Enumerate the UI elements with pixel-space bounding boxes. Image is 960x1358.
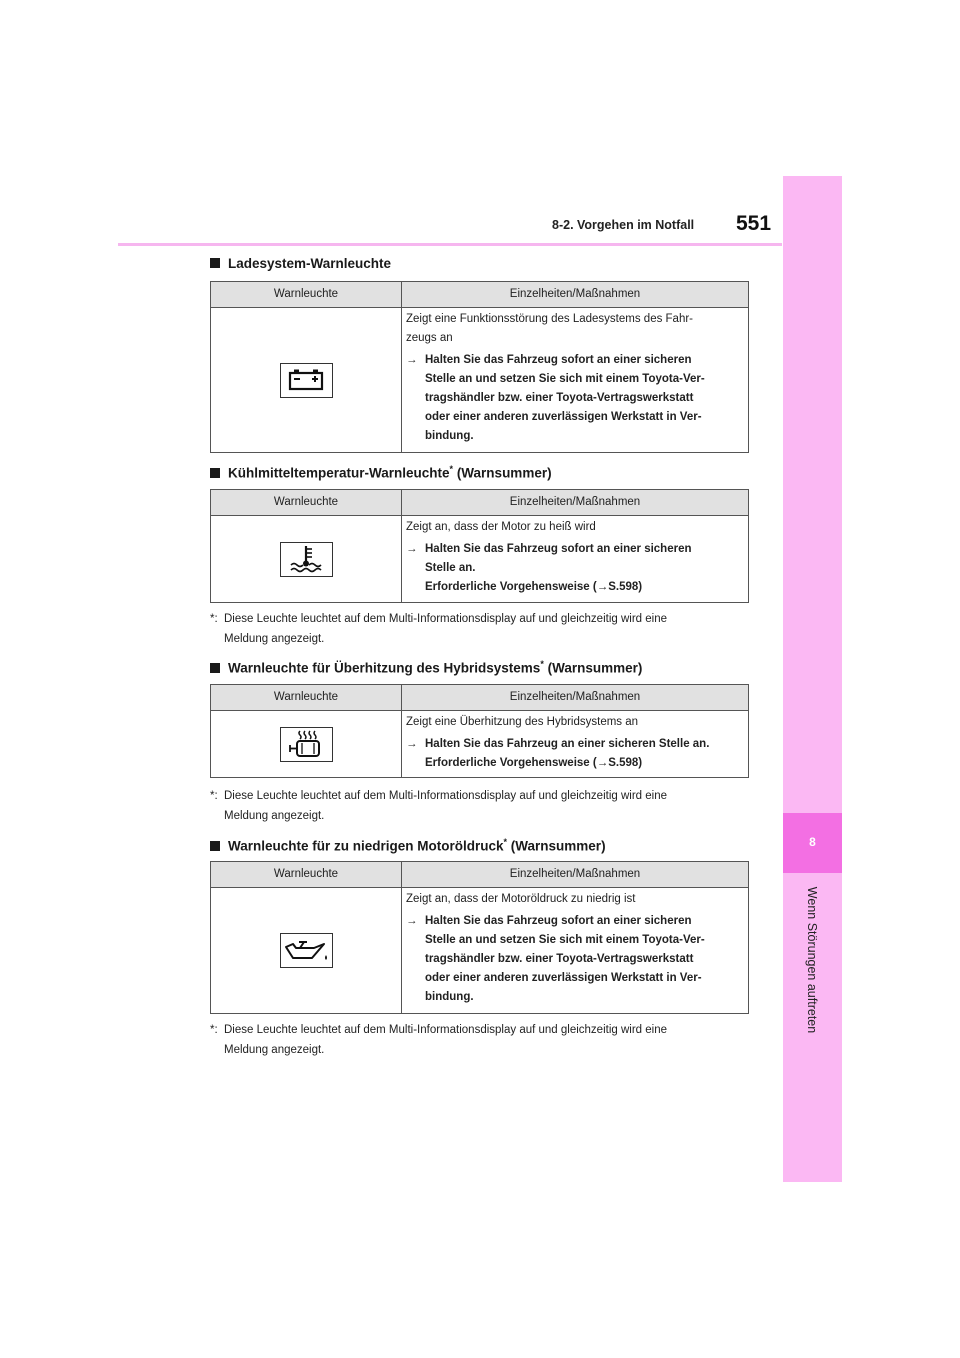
warning-table-oil-pressure: [210, 861, 749, 1014]
description-line: Zeigt eine Überhitzung des Hybridsystems an: [406, 716, 639, 728]
column-header-warnleuchte: Warnleuchte: [211, 490, 402, 515]
action-instruction: → Halten Sie das Fahrzeug sofort an einer sicheren Stelle an und setzen Sie sich mit einem Toyota-Ver- tragshändler bzw. einer Toyota-Vertragswerkstatt oder einer anderen zuverlässigen Werkstatt in Ver- bindung.: [406, 351, 740, 446]
header-divider: [118, 243, 782, 246]
description-line: zeugs an: [406, 332, 453, 344]
chapter-title: Wenn Störungen auftreten: [805, 886, 819, 1034]
table-header: [211, 282, 748, 308]
footnote: *: Diese Leuchte leuchtet auf dem Multi-Informationsdisplay auf und gleichzeitig wird eine Meldung angezeigt.: [210, 1020, 750, 1060]
footnote-marker: *:: [210, 790, 218, 802]
details-cell: [402, 308, 748, 452]
section-heading-charging: Ladesystem-Warnleuchte: [210, 256, 391, 271]
column-header-details: Einzelheiten/Maßnahmen: [509, 868, 641, 880]
arrow-icon: →: [406, 543, 418, 555]
footnote: *: Diese Leuchte leuchtet auf dem Multi-Informationsdisplay auf und gleichzeitig wird eine Meldung angezeigt.: [210, 609, 750, 649]
column-header-details: Einzelheiten/Maßnahmen: [509, 691, 641, 703]
warning-table-charging: [210, 281, 749, 453]
footnote-marker: *:: [210, 613, 218, 625]
coolant-temperature-icon: [280, 542, 333, 577]
hybrid-overheat-icon: [280, 727, 333, 762]
section-heading-hybrid-overheat: Warnleuchte für Überhitzung des Hybridsystems* (Warnsummer): [210, 659, 642, 676]
action-instruction: → Halten Sie das Fahrzeug an einer sicheren Stelle an. Erforderliche Vorgehensweise (→S.598): [406, 735, 740, 773]
table-header: [211, 685, 748, 711]
battery-icon: [280, 363, 333, 398]
warning-light-cell: [211, 711, 402, 777]
bullet-square-icon: [210, 258, 220, 268]
warning-light-cell: [211, 888, 402, 1013]
section-label: 8-2. Vorgehen im Notfall: [552, 218, 695, 232]
table-row: [211, 308, 748, 452]
table-row: [211, 888, 748, 1013]
description-line: Zeigt an, dass der Motor zu heiß wird: [406, 521, 596, 533]
table-row: [211, 711, 748, 777]
footnote-marker: *:: [210, 1024, 218, 1036]
description-line: Zeigt eine Funktionsstörung des Ladesystems des Fahr-: [406, 313, 694, 325]
column-header-details: Einzelheiten/Maßnahmen: [509, 496, 641, 508]
details-cell: [402, 711, 748, 777]
column-header-details: Einzelheiten/Maßnahmen: [509, 288, 641, 300]
footnote: *: Diese Leuchte leuchtet auf dem Multi-Informationsdisplay auf und gleichzeitig wird eine Meldung angezeigt.: [210, 786, 750, 826]
details-cell: [402, 516, 748, 602]
bullet-square-icon: [210, 841, 220, 851]
table-header: [211, 490, 748, 516]
column-header-warnleuchte: Warnleuchte: [211, 685, 402, 710]
page-number: 551: [736, 212, 772, 235]
details-cell: [402, 888, 748, 1013]
bullet-square-icon: [210, 468, 220, 478]
oil-pressure-icon: [280, 933, 333, 968]
table-header: [211, 862, 748, 888]
arrow-icon: →: [406, 738, 418, 750]
warning-table-coolant: [210, 489, 749, 603]
column-header-warnleuchte: Warnleuchte: [211, 282, 402, 307]
warning-table-hybrid-overheat: [210, 684, 749, 778]
description-line: Zeigt an, dass der Motoröldruck zu niedrig ist: [406, 893, 636, 905]
warning-light-cell: [211, 308, 402, 452]
arrow-icon: →: [406, 915, 418, 927]
arrow-icon: →: [406, 354, 418, 366]
action-instruction: → Halten Sie das Fahrzeug sofort an einer sicheren Stelle an und setzen Sie sich mit einem Toyota-Ver- tragshändler bzw. einer Toyota-Vertragswerkstatt oder einer anderen zuverlässigen Werkstatt in Ver- bindung.: [406, 912, 740, 1007]
warning-light-cell: [211, 516, 402, 602]
action-instruction: → Halten Sie das Fahrzeug sofort an einer sicheren Stelle an. Erforderliche Vorgehensweise (→S.598): [406, 540, 740, 597]
bullet-square-icon: [210, 663, 220, 673]
chapter-number: 8: [809, 835, 816, 849]
section-heading-coolant: Kühlmitteltemperatur-Warnleuchte* (Warnsummer): [210, 464, 552, 481]
section-heading-oil-pressure: Warnleuchte für zu niedrigen Motoröldruck* (Warnsummer): [210, 837, 606, 854]
column-header-warnleuchte: Warnleuchte: [211, 862, 402, 887]
table-row: [211, 516, 748, 602]
